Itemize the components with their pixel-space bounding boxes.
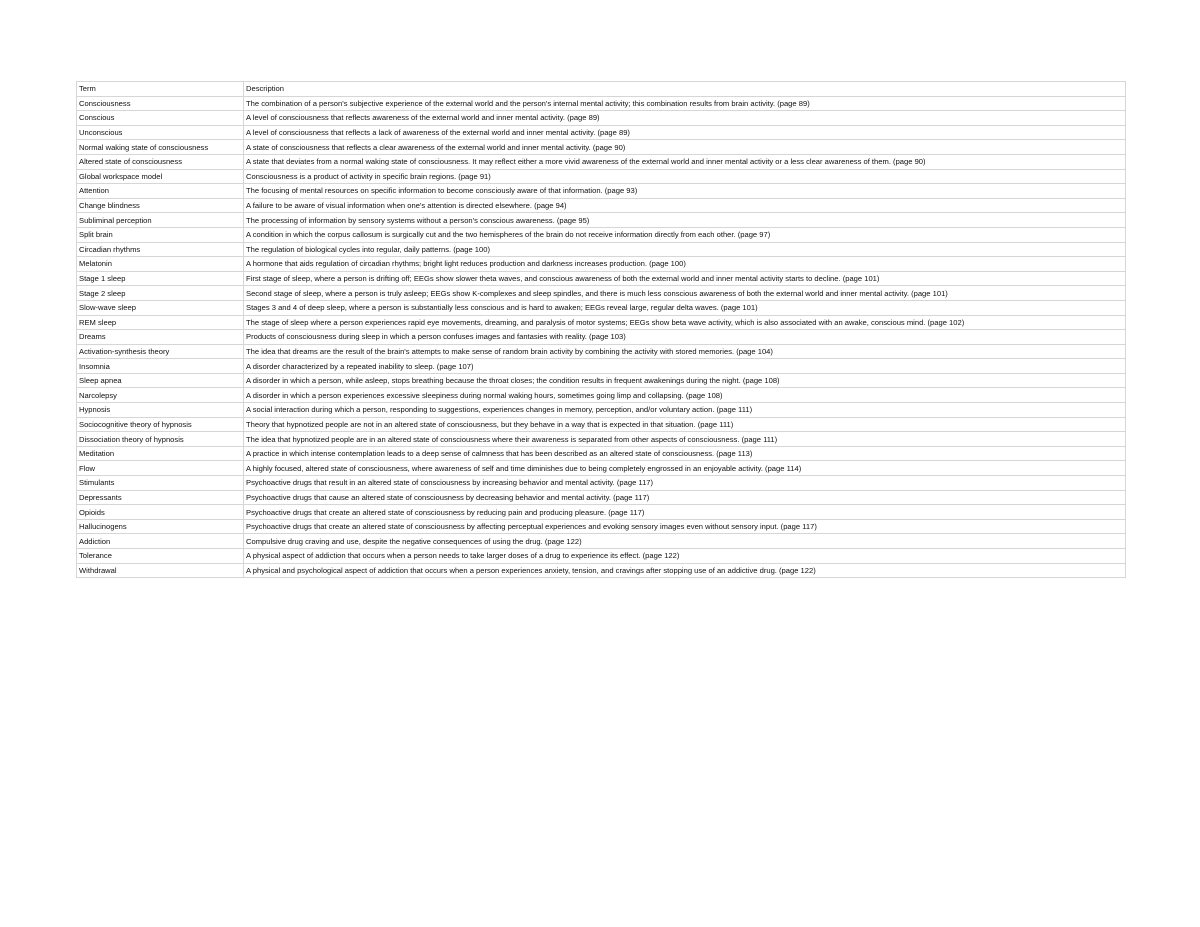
- term-cell: Narcolepsy: [77, 388, 244, 403]
- term-cell: Sociocognitive theory of hypnosis: [77, 417, 244, 432]
- table-row: [77, 184, 1126, 199]
- term-cell: Normal waking state of consciousness: [77, 140, 244, 155]
- term-cell: Altered state of consciousness: [77, 154, 244, 169]
- description-cell: A highly focused, altered state of consciousness, where awareness of self and time diminishes due to being completely engrossed in an enjoyable activity. (page 114): [244, 461, 1126, 476]
- column-header-description: Description: [244, 82, 1126, 97]
- table-row: [77, 446, 1126, 461]
- table-row: [77, 359, 1126, 374]
- description-cell: The regulation of biological cycles into regular, daily patterns. (page 100): [244, 242, 1126, 257]
- term-cell: Circadian rhythms: [77, 242, 244, 257]
- table-row: [77, 300, 1126, 315]
- term-cell: Consciousness: [77, 96, 244, 111]
- description-cell: Psychoactive drugs that create an altered state of consciousness by reducing pain and producing pleasure. (page 117): [244, 505, 1126, 520]
- term-cell: Subliminal perception: [77, 213, 244, 228]
- description-cell: The focusing of mental resources on specific information to become consciously aware of that information. (page 93): [244, 184, 1126, 199]
- table-row: [77, 169, 1126, 184]
- description-cell: A disorder in which a person, while asleep, stops breathing because the throat closes; the condition results in frequent awakenings during the night. (page 108): [244, 373, 1126, 388]
- glossary-table: [76, 81, 1126, 578]
- table-row: [77, 140, 1126, 155]
- description-cell: The idea that hypnotized people are in an altered state of consciousness where their awareness is separated from other aspects of consciousness. (page 111): [244, 432, 1126, 447]
- column-header-term: Term: [77, 82, 244, 97]
- term-cell: Split brain: [77, 227, 244, 242]
- table-row: [77, 154, 1126, 169]
- term-cell: Global workspace model: [77, 169, 244, 184]
- table-row: [77, 344, 1126, 359]
- table-row: [77, 461, 1126, 476]
- description-cell: The idea that dreams are the result of the brain's attempts to make sense of random brain activity by combining the activity with stored memories. (page 104): [244, 344, 1126, 359]
- description-cell: The processing of information by sensory systems without a person's conscious awareness. (page 95): [244, 213, 1126, 228]
- glossary-sheet: [76, 81, 1125, 578]
- table-row: [77, 286, 1126, 301]
- description-cell: A social interaction during which a person, responding to suggestions, experiences changes in memory, perception, and/or voluntary action. (page 111): [244, 403, 1126, 418]
- term-cell: Activation-synthesis theory: [77, 344, 244, 359]
- description-cell: A level of consciousness that reflects awareness of the external world and inner mental activity. (page 89): [244, 111, 1126, 126]
- term-cell: Hypnosis: [77, 403, 244, 418]
- table-row: [77, 111, 1126, 126]
- term-cell: Dreams: [77, 330, 244, 345]
- description-cell: A failure to be aware of visual information when one's attention is directed elsewhere. (page 94): [244, 198, 1126, 213]
- table-row: [77, 315, 1126, 330]
- table-row: [77, 519, 1126, 534]
- term-cell: REM sleep: [77, 315, 244, 330]
- term-cell: Flow: [77, 461, 244, 476]
- term-cell: Meditation: [77, 446, 244, 461]
- description-cell: Stages 3 and 4 of deep sleep, where a person is substantially less conscious and is hard to awaken; EEGs reveal large, regular delta waves. (page 101): [244, 300, 1126, 315]
- table-row: [77, 534, 1126, 549]
- table-row: [77, 432, 1126, 447]
- term-cell: Dissociation theory of hypnosis: [77, 432, 244, 447]
- description-cell: A physical and psychological aspect of addiction that occurs when a person experiences anxiety, tension, and cravings after stopping use of an addictive drug. (page 122): [244, 563, 1126, 578]
- table-row: [77, 549, 1126, 564]
- term-cell: Depressants: [77, 490, 244, 505]
- description-cell: A physical aspect of addiction that occurs when a person needs to take larger doses of a drug to experience its effect. (page 122): [244, 549, 1126, 564]
- description-cell: Second stage of sleep, where a person is truly asleep; EEGs show K-complexes and sleep spindles, and there is much less conscious awareness of both the external world and inner mental activity. (page 101): [244, 286, 1126, 301]
- term-cell: Stage 1 sleep: [77, 271, 244, 286]
- term-cell: Slow-wave sleep: [77, 300, 244, 315]
- table-row: [77, 505, 1126, 520]
- term-cell: Addiction: [77, 534, 244, 549]
- table-row: [77, 373, 1126, 388]
- table-row: [77, 271, 1126, 286]
- description-cell: Psychoactive drugs that cause an altered state of consciousness by decreasing behavior and mental activity. (page 117): [244, 490, 1126, 505]
- description-cell: Consciousness is a product of activity in specific brain regions. (page 91): [244, 169, 1126, 184]
- table-row: [77, 476, 1126, 491]
- description-cell: Psychoactive drugs that create an altered state of consciousness by affecting perceptual experiences and evoking sensory images even without sensory input. (page 117): [244, 519, 1126, 534]
- description-cell: A state of consciousness that reflects a clear awareness of the external world and inner mental activity. (page 90): [244, 140, 1126, 155]
- description-cell: Theory that hypnotized people are not in an altered state of consciousness, but they behave in a way that is expected in that situation. (page 111): [244, 417, 1126, 432]
- description-cell: A state that deviates from a normal waking state of consciousness. It may reflect either a more vivid awareness of the external world and inner mental activity or a less clear awareness of them. (page 90): [244, 154, 1126, 169]
- description-cell: First stage of sleep, where a person is drifting off; EEGs show slower theta waves, and conscious awareness of both the external world and inner mental activity starts to decline. (page 101): [244, 271, 1126, 286]
- term-cell: Hallucinogens: [77, 519, 244, 534]
- table-row: [77, 388, 1126, 403]
- term-cell: Change blindness: [77, 198, 244, 213]
- description-cell: The stage of sleep where a person experiences rapid eye movements, dreaming, and paralysis of motor systems; EEGs show beta wave activity, which is also associated with an awake, conscious mind. (page 102): [244, 315, 1126, 330]
- glossary-table-body: [77, 82, 1126, 578]
- table-row: [77, 417, 1126, 432]
- description-cell: Products of consciousness during sleep in which a person confuses images and fantasies with reality. (page 103): [244, 330, 1126, 345]
- description-cell: A level of consciousness that reflects a lack of awareness of the external world and inner mental activity. (page 89): [244, 125, 1126, 140]
- term-cell: Stage 2 sleep: [77, 286, 244, 301]
- table-row: [77, 198, 1126, 213]
- term-cell: Conscious: [77, 111, 244, 126]
- description-cell: Compulsive drug craving and use, despite the negative consequences of using the drug. (page 122): [244, 534, 1126, 549]
- table-row: [77, 330, 1126, 345]
- description-cell: The combination of a person's subjective experience of the external world and the person's internal mental activity; this combination results from brain activity. (page 89): [244, 96, 1126, 111]
- term-cell: Withdrawal: [77, 563, 244, 578]
- table-row: [77, 125, 1126, 140]
- table-row: [77, 257, 1126, 272]
- table-row: [77, 227, 1126, 242]
- description-cell: A practice in which intense contemplation leads to a deep sense of calmness that has been described as an altered state of consciousness. (page 113): [244, 446, 1126, 461]
- table-row: [77, 563, 1126, 578]
- table-row: [77, 96, 1126, 111]
- table-row: [77, 213, 1126, 228]
- description-cell: Psychoactive drugs that result in an altered state of consciousness by increasing behavior and mental activity. (page 117): [244, 476, 1126, 491]
- term-cell: Unconscious: [77, 125, 244, 140]
- description-cell: A disorder characterized by a repeated inability to sleep. (page 107): [244, 359, 1126, 374]
- term-cell: Sleep apnea: [77, 373, 244, 388]
- term-cell: Tolerance: [77, 549, 244, 564]
- description-cell: A hormone that aids regulation of circadian rhythms; bright light reduces production and darkness increases production. (page 100): [244, 257, 1126, 272]
- description-cell: A disorder in which a person experiences excessive sleepiness during normal waking hours, sometimes going limp and collapsing. (page 108): [244, 388, 1126, 403]
- term-cell: Opioids: [77, 505, 244, 520]
- term-cell: Insomnia: [77, 359, 244, 374]
- table-row: [77, 242, 1126, 257]
- term-cell: Stimulants: [77, 476, 244, 491]
- table-row: [77, 490, 1126, 505]
- description-cell: A condition in which the corpus callosum is surgically cut and the two hemispheres of the brain do not receive information directly from each other. (page 97): [244, 227, 1126, 242]
- table-row: [77, 403, 1126, 418]
- term-cell: Attention: [77, 184, 244, 199]
- term-cell: Melatonin: [77, 257, 244, 272]
- table-header-row: [77, 82, 1126, 97]
